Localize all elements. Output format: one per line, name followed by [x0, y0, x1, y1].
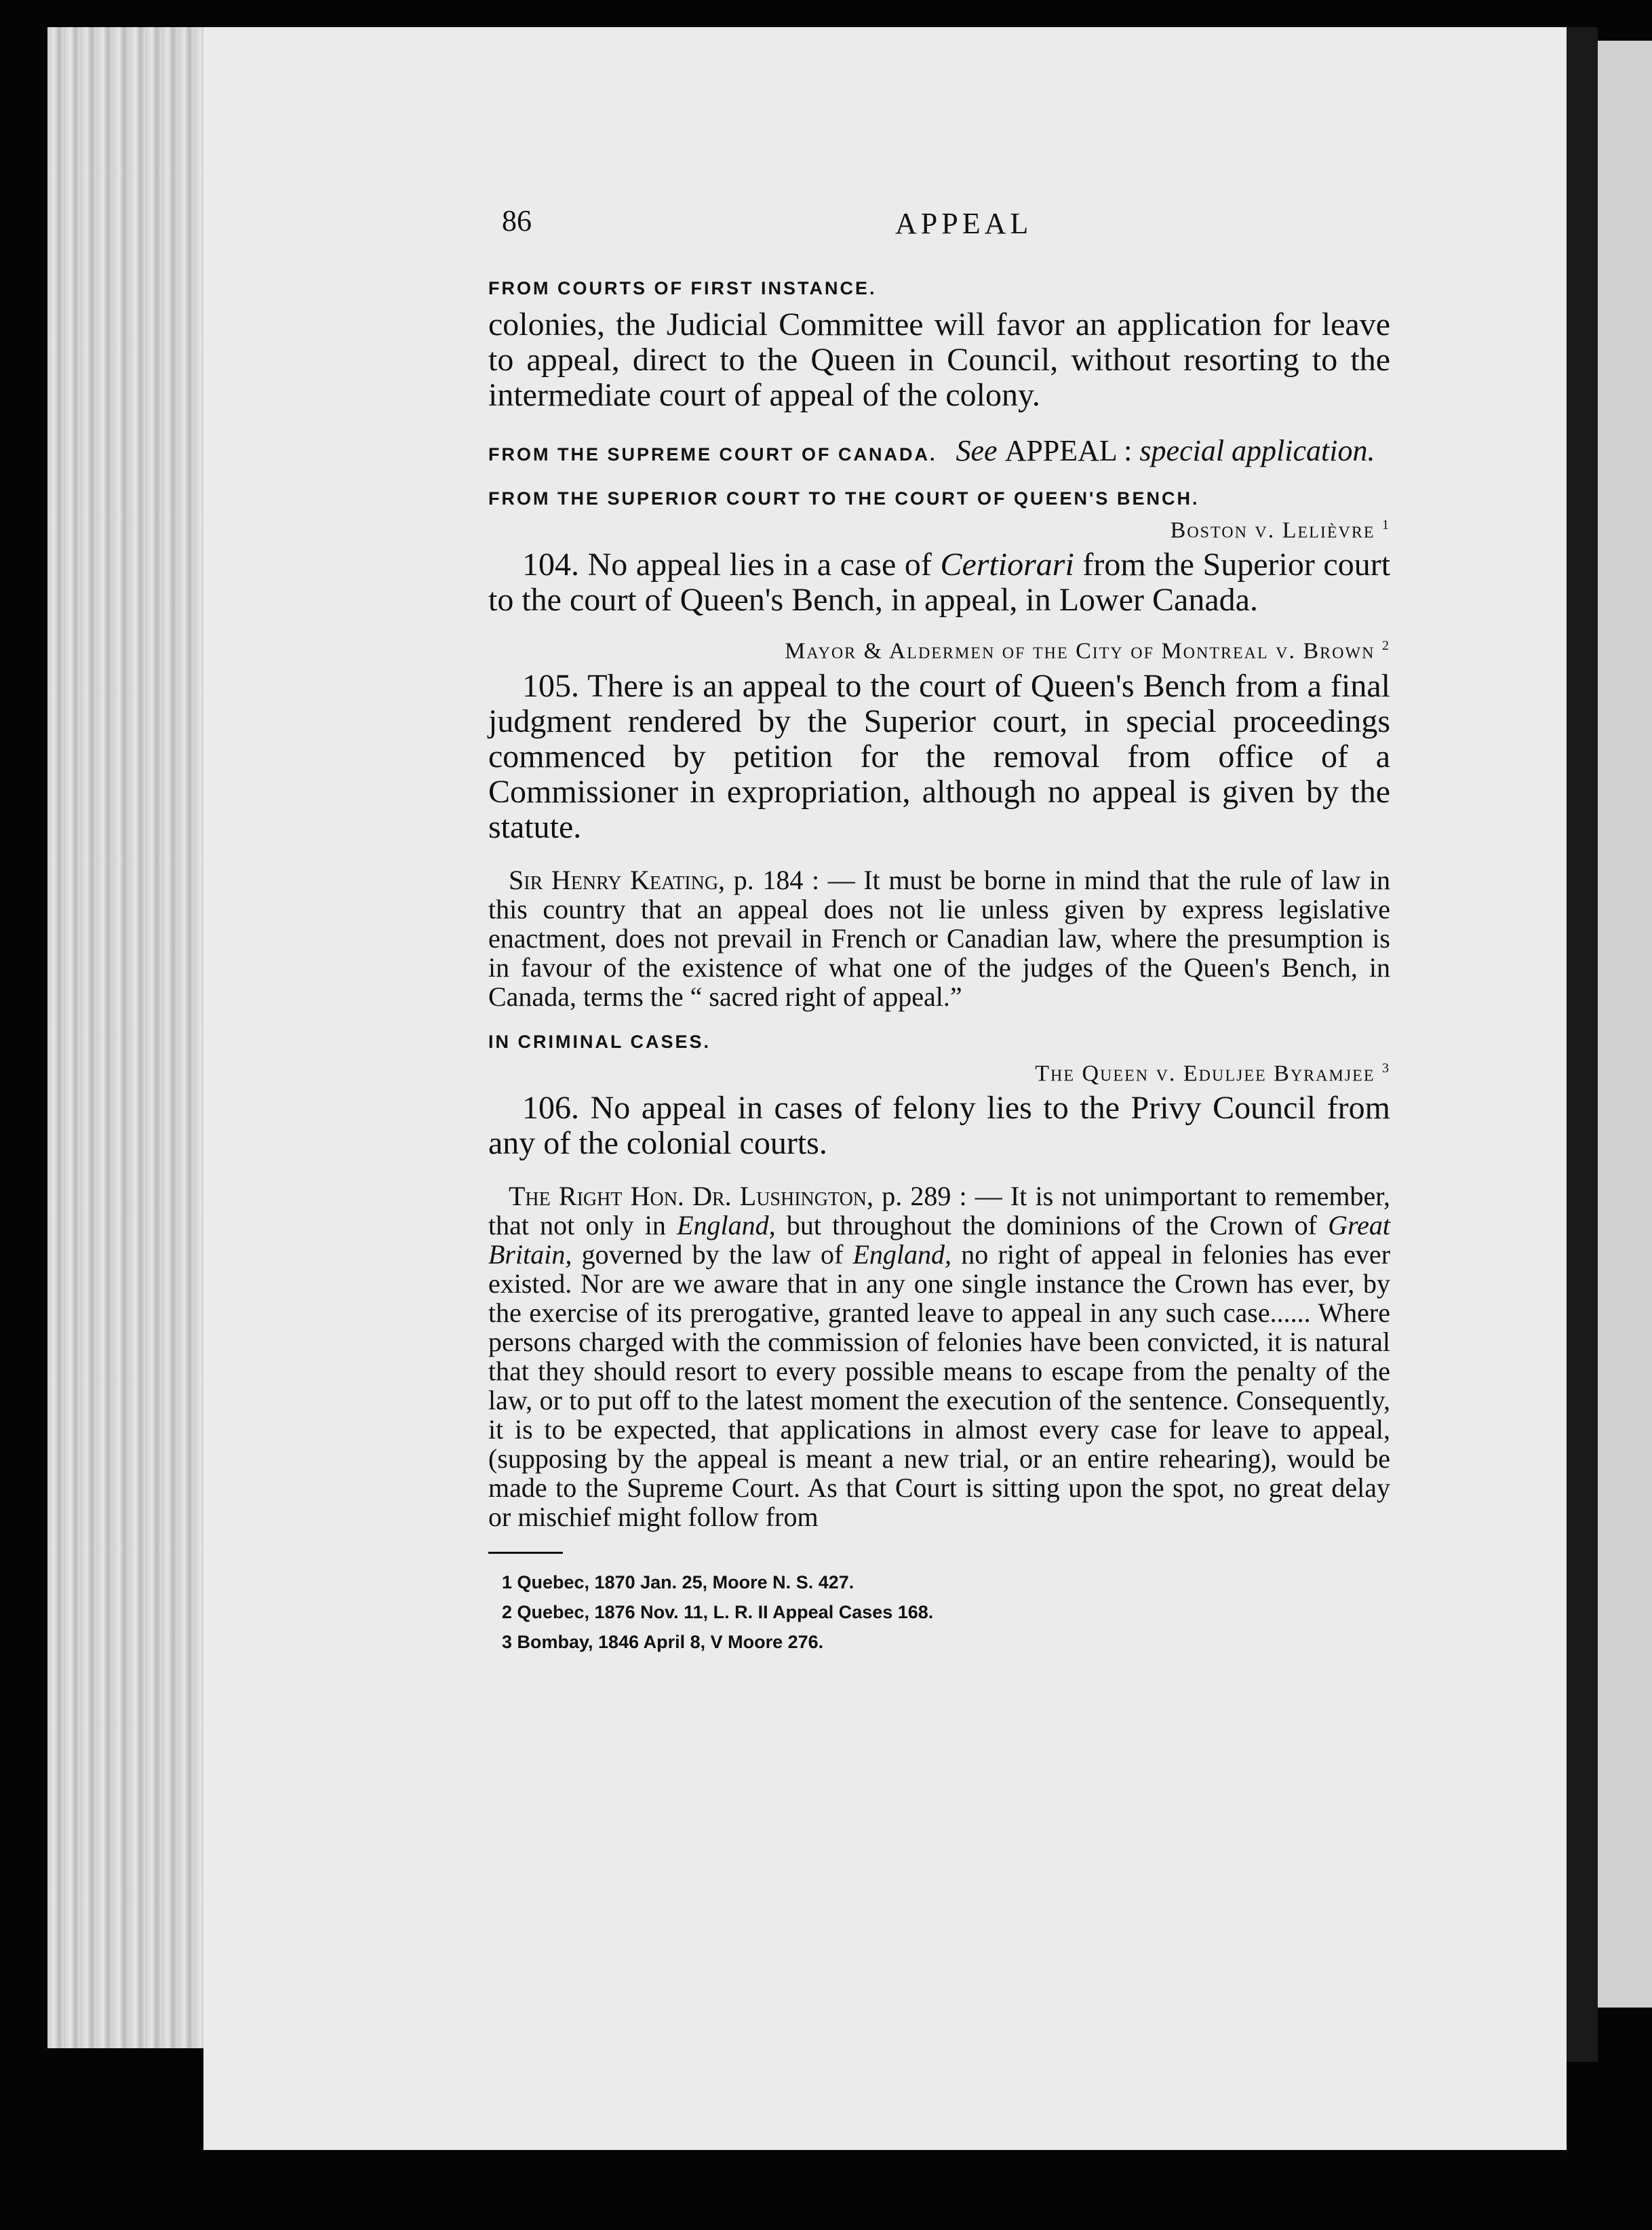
- footnote-marker: 3: [1382, 1060, 1390, 1076]
- paragraph-106: 106. No appeal in cases of felony lies to the Privy Council from any of the colonial courts.: [488, 1089, 1390, 1161]
- quote-keating: [488, 865, 1390, 1011]
- quote-text-d: no right of appeal in felonies has ever existed. Nor are we aware that in any one single instance the Crown has ever, by the exercise of its prerogative, granted leave to appeal in any such case...... Where persons charged with the commission of felonies have been convicted, it is natural that they should resort to every possible means to escape from the penalty of the law, or to put off to the latest moment the execution of the sentence. Consequently, it is to be expected, that applications in almost every case for leave to appeal, (supposing by the appeal is meant a new trial, or an entire rehearing), would be made to the Supreme Court. As that Court is sitting upon the spot, no great delay or mischief might follow from: [488, 1238, 1391, 1532]
- intro-paragraph: colonies, the Judicial Committee will favor an application for leave to appeal, direct to the Queen in Council, without resorting to the intermediate court of appeal of the colony.: [488, 307, 1390, 413]
- running-head: [488, 197, 1390, 271]
- facing-page-edge: [1598, 41, 1652, 2008]
- paragraph-104-rest: from the Superior court to the court of Queen's Bench, in appeal, in Lower Canada.: [488, 547, 1391, 619]
- quote-italic-england-2: England,: [852, 1238, 952, 1270]
- paragraph-105: 105. There is an appeal to the court of Queen's Bench from a final judgment rendered by the Superior court, in special proceedings commenced by petition for the removal from office of a Commissioner in expropriation, although no appeal is given by the statute.: [488, 667, 1390, 845]
- section-heading-criminal: IN CRIMINAL CASES.: [488, 1031, 711, 1052]
- paragraph-104-italic: Certiorari: [940, 547, 1074, 583]
- page-number: 86: [502, 204, 532, 237]
- section-heading-superior-to-qb: FROM THE SUPERIOR COURT TO THE COURT OF QUEEN'S BENCH.: [488, 488, 1200, 509]
- quote-lushington: [488, 1181, 1390, 1531]
- quote-italic-great-britain: Great Britain,: [488, 1209, 1391, 1270]
- case-name: Boston v. Lelièvre: [1170, 517, 1375, 543]
- quote-text-a: p. 289 : — It is not unimportant to remember, that not only in: [488, 1180, 1391, 1240]
- section-heading-first-instance: FROM COURTS OF FIRST INSTANCE.: [488, 278, 877, 298]
- quote-text: p. 184 : — It must be borne in mind that the rule of law in this country that an appeal does not lie unless given by express legislative enactment, does not prevail in French or Canadian law, where the presumption is in favour of the existence of what one of the judges of the Queen's Bench, in Canada, terms the “ sacred right of appeal.”: [488, 864, 1390, 1012]
- quote-text-c: governed by the law of: [581, 1238, 844, 1270]
- supreme-court-heading-line: [488, 433, 1390, 468]
- see-target: APPEAL :: [1004, 434, 1133, 467]
- page-gutter-shadow: [1567, 27, 1598, 2062]
- running-head-title: APPEAL: [895, 207, 1033, 240]
- paragraph-104: [488, 547, 1390, 618]
- case-reference-2: [488, 638, 1390, 664]
- see-reference: [956, 434, 1375, 467]
- footnote-2: 2 Quebec, 1876 Nov. 11, L. R. II Appeal Cases 168.: [502, 1601, 934, 1622]
- paragraph-104-lead: 104. No appeal lies in a case of: [522, 547, 932, 583]
- case-reference-3: [488, 1061, 1390, 1087]
- footnote-rule: [488, 1552, 563, 1554]
- case-name: Mayor & Aldermen of the City of Montreal v. Brown: [785, 638, 1375, 664]
- quote-text-b: but throughout the dominions of the Crown of: [786, 1209, 1317, 1240]
- footnote-1: 1 Quebec, 1870 Jan. 25, Moore N. S. 427.: [502, 1571, 854, 1592]
- footnote-marker: 2: [1382, 638, 1390, 654]
- section-heading-supreme-court: FROM THE SUPREME COURT OF CANADA.: [488, 444, 937, 465]
- quote-speaker: Sir Henry Keating,: [509, 864, 726, 895]
- footnote-marker: 1: [1382, 517, 1390, 532]
- footnote-3: 3 Bombay, 1846 April 8, V Moore 276.: [502, 1631, 824, 1652]
- case-name: The Queen v. Eduljee Byramjee: [1035, 1060, 1375, 1086]
- page-content: [488, 197, 1390, 1657]
- quote-italic-england: England,: [677, 1209, 776, 1240]
- quote-speaker: The Right Hon. Dr. Lushington,: [509, 1180, 874, 1211]
- case-reference-1: [488, 517, 1390, 543]
- see-italic: special application.: [1139, 434, 1375, 467]
- see-word: See: [956, 434, 998, 467]
